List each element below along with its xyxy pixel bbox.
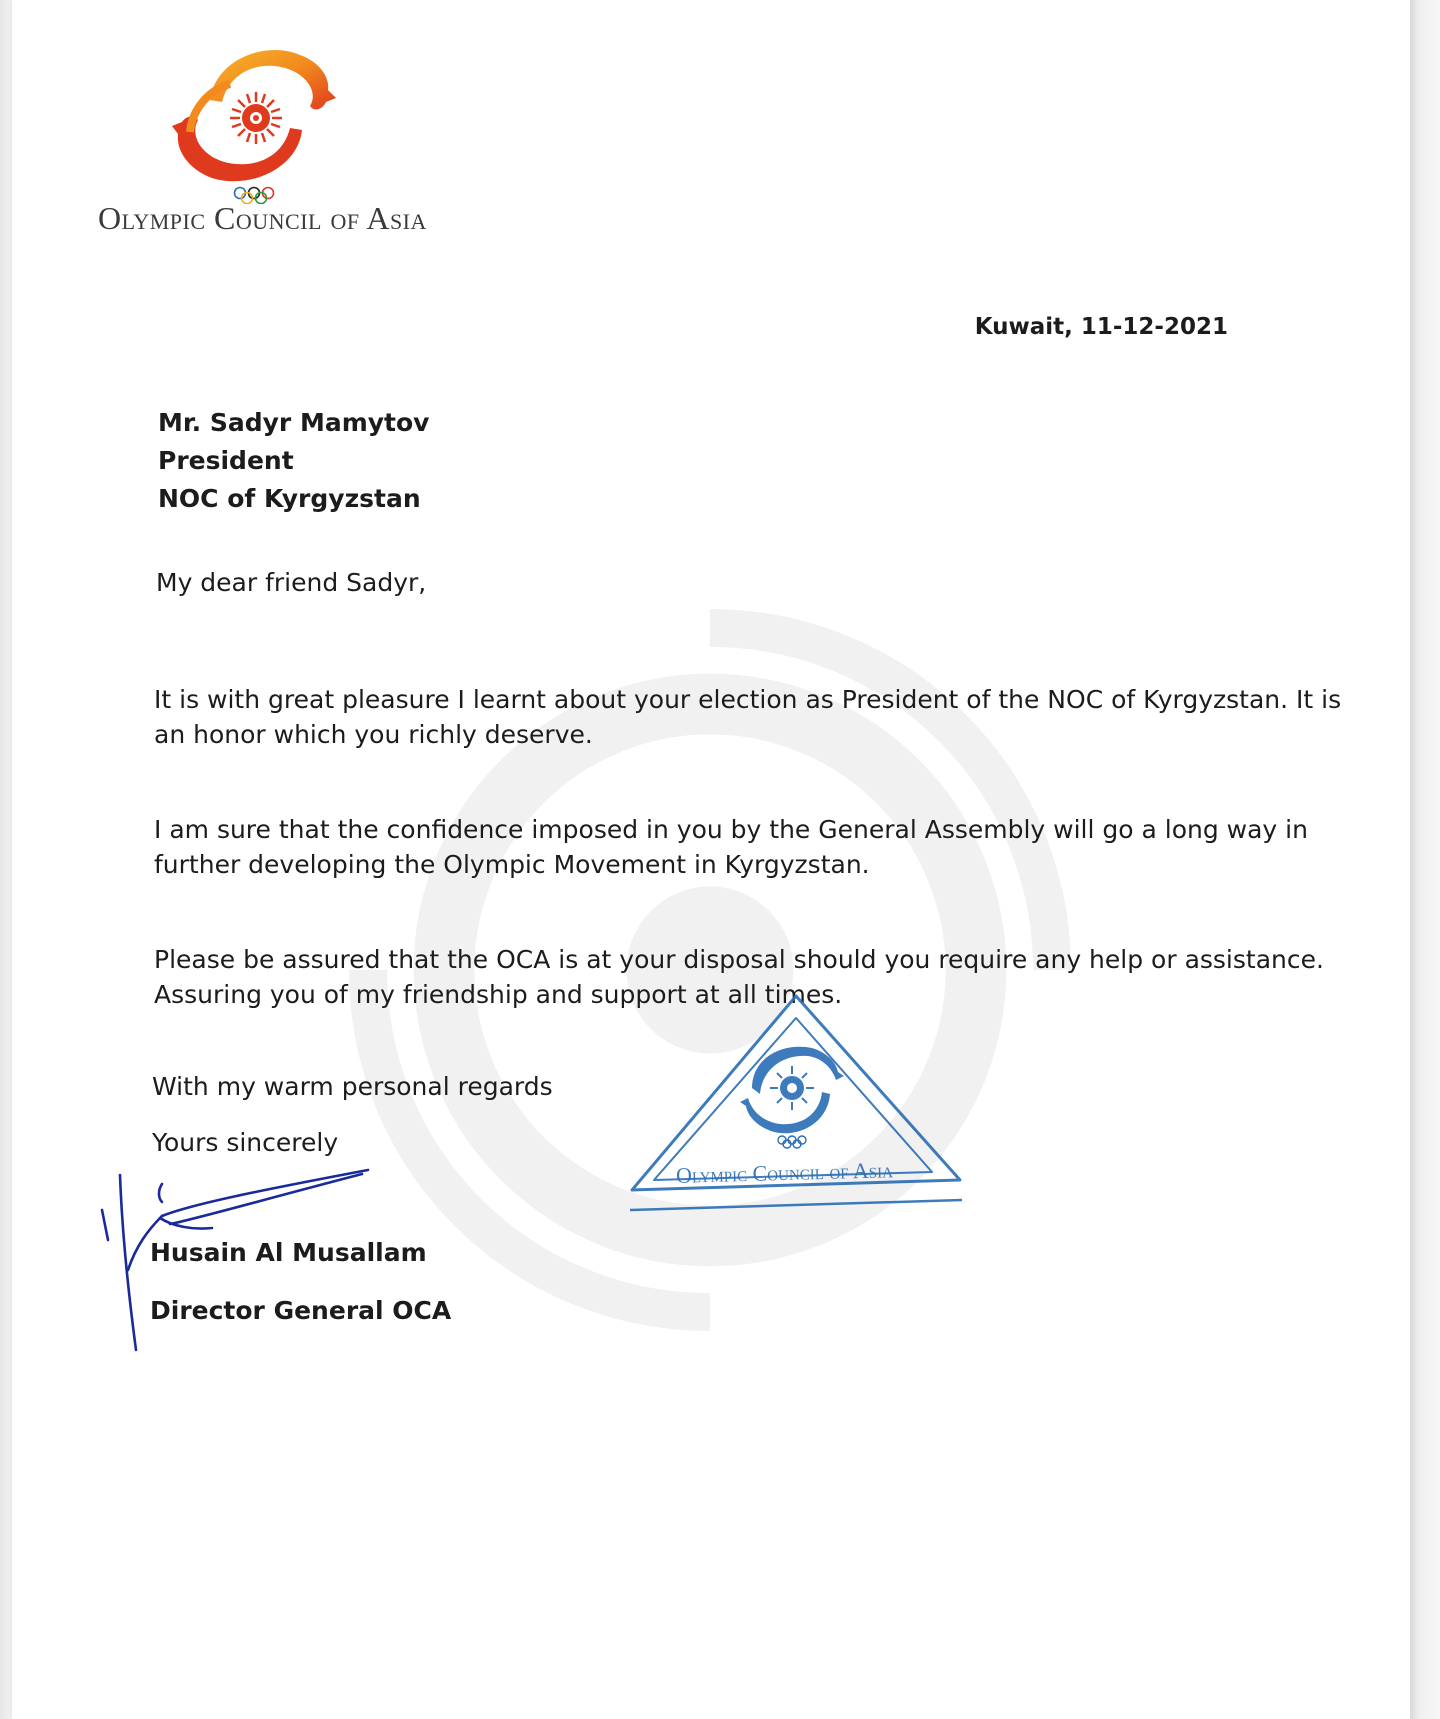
paragraph-line: I am sure that the confidence imposed in you by the General Assembly will go a long way in: [154, 815, 1308, 844]
body-paragraph-2: [154, 812, 1308, 882]
paragraph-line: an honor which you richly deserve.: [154, 720, 593, 749]
oca-logo-icon: [170, 40, 342, 190]
paragraph-line: Please be assured that the OCA is at your disposal should you require any help or assistance.: [154, 945, 1324, 974]
closing-regards: With my warm personal regards: [152, 1072, 553, 1101]
stamp-organization-name: Olympic Council of Asia: [675, 1157, 894, 1188]
signer-title: Director General OCA: [150, 1296, 452, 1325]
organization-name: Olympic Council of Asia: [98, 200, 427, 236]
recipient-block: [158, 404, 429, 518]
paragraph-line: It is with great pleasure I learnt about your election as President of the NOC of Kyrgyzstan. It is: [154, 685, 1342, 714]
recipient-name: Mr. Sadyr Mamytov: [158, 408, 430, 437]
body-paragraph-1: [154, 682, 1342, 752]
closing-sincerely: Yours sincerely: [152, 1128, 339, 1157]
greeting: My dear friend Sadyr,: [156, 568, 427, 597]
place-date: Kuwait, 11-12-2021: [974, 314, 1228, 340]
page-edge-right: [1410, 0, 1440, 1719]
paragraph-line: Assuring you of my friendship and support at all times.: [154, 980, 843, 1009]
recipient-organization: NOC of Kyrgyzstan: [158, 484, 421, 513]
page-edge-left: [0, 0, 12, 1719]
paragraph-line: further developing the Olympic Movement in Kyrgyzstan.: [154, 850, 870, 879]
recipient-title: President: [158, 446, 294, 475]
signer-name: Husain Al Musallam: [150, 1238, 427, 1267]
